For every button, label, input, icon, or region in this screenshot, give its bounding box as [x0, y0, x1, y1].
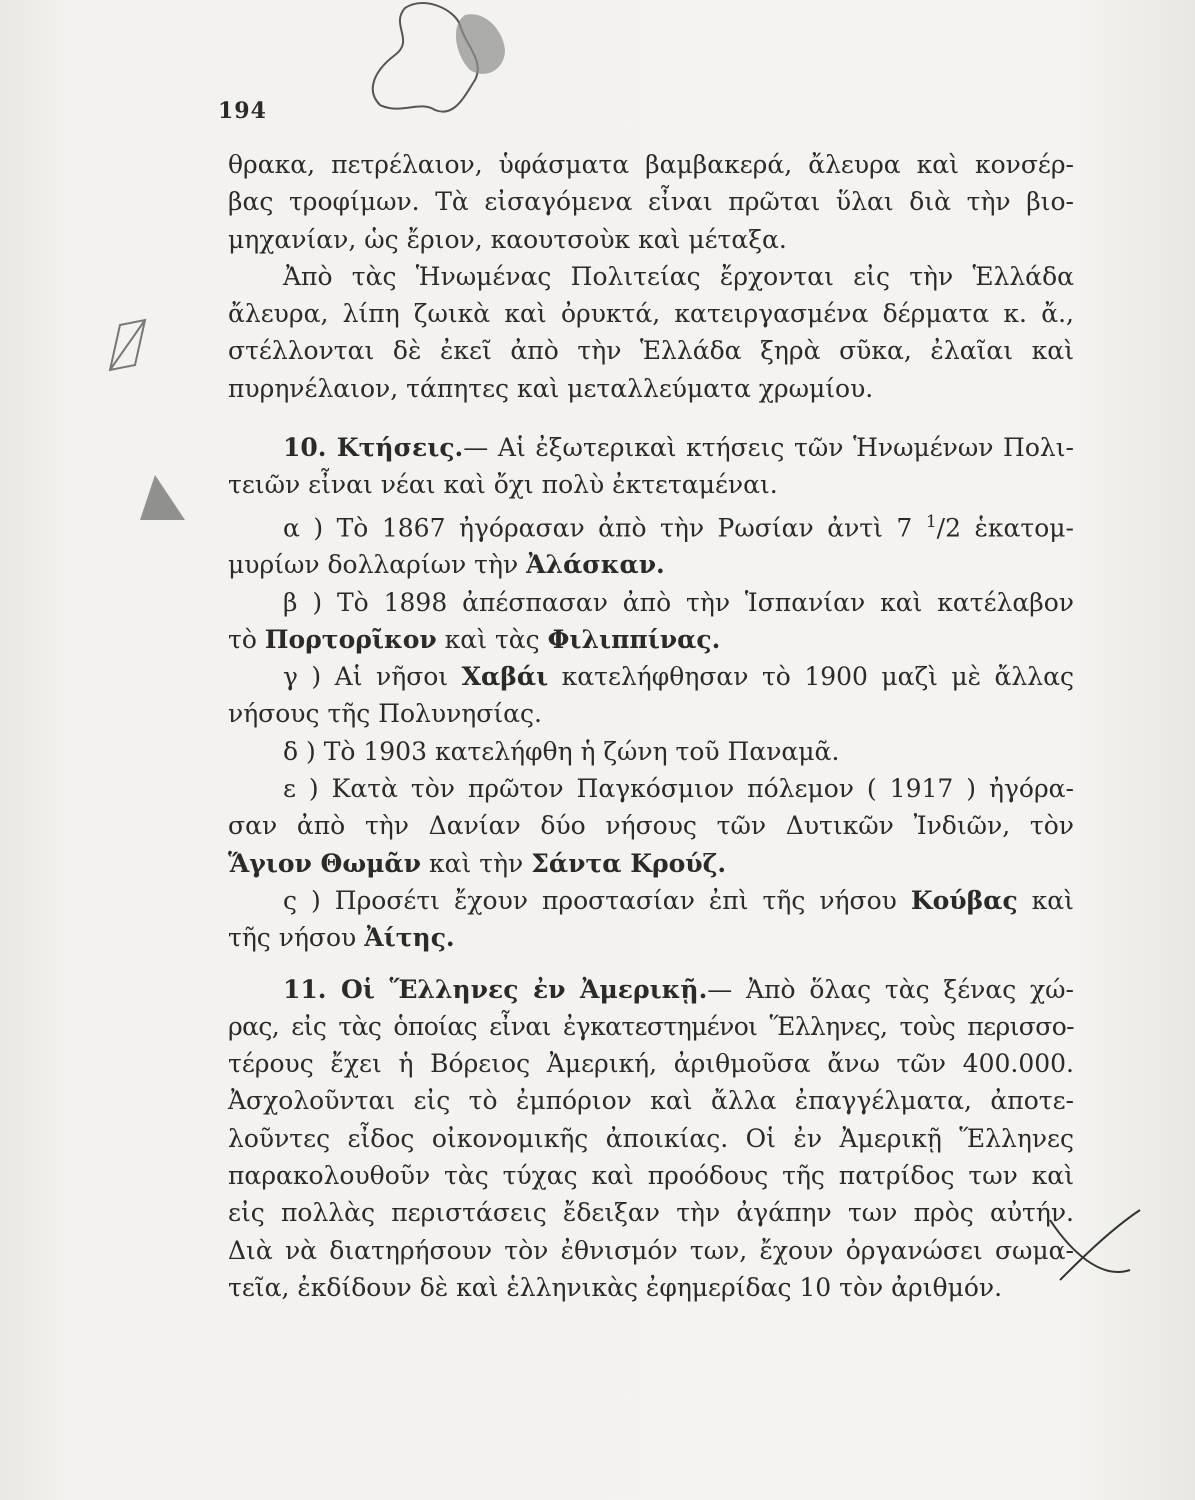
text-line: Διὰ νὰ διατηρήσουν τὸν ἐθνισμόν των, ἔχουν ὀργανώσει σωμα-: [228, 1235, 1074, 1265]
page-number: 194: [218, 98, 267, 124]
text-line: α ) Τὸ 1867 ἠγόρασαν ἀπὸ τὴν Ρωσίαν ἀντὶ 7 $^1$/2 ἑκατομ-: [283, 511, 1074, 542]
text-line: β ) Τὸ 1898 ἀπέσπασαν ἀπὸ τὴν Ἱσπανίαν καὶ κατέλαβον: [283, 587, 1074, 617]
text-line: ρας, εἰς τὰς ὁποίας εἶναι ἐγκατεστημένοι Ἕλληνες, τοὺς περισσο-: [228, 1011, 1074, 1041]
text-line: δ ) Τὸ 1903 κατελήφθη ἡ ζώνη τοῦ Παναμᾶ.: [283, 736, 840, 766]
spacer: [228, 407, 1074, 429]
text-line: τεῖα, ἐκδίδουν δὲ καὶ ἑλληνικὰς ἐφημερίδας 10 τὸν ἀριθμόν.: [228, 1272, 1003, 1302]
pencil-doodle-left: [100, 300, 160, 380]
text-line: μηχανίαν, ὡς ἔριον, καουτσοὺκ καὶ μέταξα.: [228, 224, 787, 254]
text-line: μυρίων δολλαρίων τὴν Ἀλάσκαν.: [228, 550, 665, 580]
text-line: λοῦντες εἶδος οἰκονομικῆς ἀποικίας. Οἱ ἐν Ἀμερικῇ Ἕλληνες: [228, 1123, 1074, 1153]
text-line: τῆς νήσου Ἀίτης.: [228, 923, 455, 953]
text-line: Ἀπὸ τὰς Ἡνωμένας Πολιτείας ἔρχονται εἰς τὴν Ἑλλάδα: [283, 261, 1074, 291]
body-text: [228, 146, 1074, 1306]
spacer: [228, 957, 1074, 971]
text-line: ἄλευρα, λίπη ζωικὰ καὶ ὀρυκτά, κατειργασμένα δέρματα κ. ἄ.,: [228, 299, 1074, 329]
text-line: παρακολουθοῦν τὰς τύχας καὶ προόδους τῆς πατρίδος των καὶ: [228, 1161, 1074, 1191]
text-line: νήσους τῆς Πολυνησίας.: [228, 699, 542, 729]
section-heading: 11. Οἱ Ἕλληνες ἐν Ἀμερικῇ.: [283, 974, 708, 1004]
text-line: ε ) Κατὰ τὸν πρῶτον Παγκόσμιον πόλεμον ( 1917 ) ἠγόρα-: [283, 774, 1074, 804]
text-line: γ ) Αἱ νῆσοι Χαβάι κατελήφθησαν τὸ 1900 μαζὶ μὲ ἄλλας: [283, 662, 1075, 692]
text-line: πυρηνέλαιον, τάπητες καὶ μεταλλεύματα χρωμίου.: [228, 373, 874, 403]
pencil-doodle-top: [345, 0, 545, 130]
text-line: εἰς πολλὰς περιστάσεις ἔδειξαν τὴν ἀγάπην των πρὸς αὐτήν.: [228, 1198, 1074, 1228]
pencil-triangle-doodle: [130, 470, 200, 530]
text-line: θρακα, πετρέλαιον, ὑφάσματα βαμβακερά, ἄλευρα καὶ κονσέρ-: [228, 150, 1074, 179]
section-heading-line: 11. Οἱ Ἕλληνες ἐν Ἀμερικῇ.— Ἀπὸ ὅλας τὰς ξένας χώ-: [283, 974, 1074, 1004]
text-line: σαν ἀπὸ τὴν Δανίαν δύο νήσους τῶν Δυτικῶν Ἰνδιῶν, τὸν: [228, 811, 1074, 841]
section-heading: 10. Κτήσεις.: [283, 433, 464, 463]
text-line: τειῶν εἶναι νέαι καὶ ὄχι πολὺ ἐκτεταμέναι.: [228, 470, 778, 500]
section-heading-line: 10. Κτήσεις.— Αἱ ἐξωτερικαὶ κτήσεις τῶν Ἡνωμένων Πολι-: [283, 433, 1075, 463]
text-line: Ἅγιον Θωμᾶν καὶ τὴν Σάντα Κρούζ.: [228, 848, 727, 878]
text-line: τέρους ἔχει ἡ Βόρειος Ἀμερική, ἀριθμοῦσα ἄνω τῶν 400.000.: [228, 1049, 1074, 1079]
text-line: βας τροφίμων. Τὰ εἰσαγόμενα εἶναι πρῶται ὕλαι διὰ τὴν βιο-: [228, 187, 1074, 217]
text-line: ς ) Προσέτι ἔχουν προστασίαν ἐπὶ τῆς νήσου Κούβας καὶ: [283, 885, 1074, 915]
text-line: στέλλονται δὲ ἐκεῖ ἀπὸ τὴν Ἑλλάδα ξηρὰ σῦκα, ἐλαῖαι καὶ: [228, 336, 1074, 366]
text-line: Ἀσχολοῦνται εἰς τὸ ἐμπόριον καὶ ἄλλα ἐπαγγέλματα, ἀποτε-: [228, 1086, 1074, 1116]
text-line: τὸ Πορτορῖκον καὶ τὰς Φιλιππίνας.: [228, 624, 721, 654]
